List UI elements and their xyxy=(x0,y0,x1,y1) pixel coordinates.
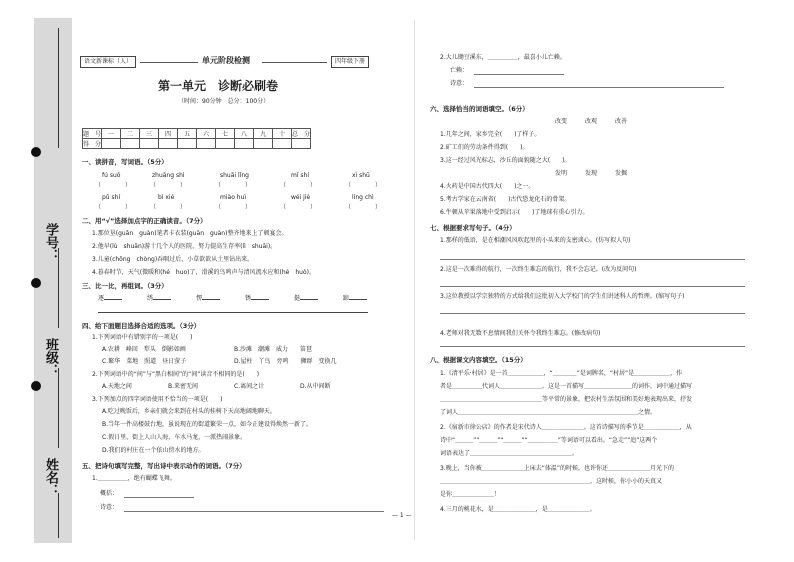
class-label: 班级： xyxy=(43,338,58,377)
question-item: 1.那样的低语，是在相潮风风吹起里的小头来的支密谈心。(仿写拟人句) xyxy=(440,237,631,244)
answer-blank[interactable]: （ ） xyxy=(95,204,132,211)
question-item: 2.这是一次难得的航行，一次终生难忘的航行，我不会忘记。(改为反问句) xyxy=(440,266,637,273)
divider xyxy=(140,62,198,63)
score-cell[interactable] xyxy=(140,139,159,149)
divider xyxy=(58,368,59,448)
pinyin-item: fú suǒ xyxy=(102,172,121,179)
table-cell: 六 xyxy=(197,129,216,139)
table-row xyxy=(83,129,311,139)
score-cell[interactable] xyxy=(159,139,178,149)
compare-char: 锈 xyxy=(245,295,269,303)
pinyin-item: bì xié xyxy=(158,194,175,201)
score-cell[interactable] xyxy=(292,139,311,149)
binder-hole-icon xyxy=(31,147,41,157)
pinyin-item: mǐ shí xyxy=(291,172,310,179)
field-label: 概括： xyxy=(100,490,119,497)
question-item: 5.考古学家在云南省( )古代恐龙化石的骨架。 xyxy=(440,196,571,203)
table-row xyxy=(83,139,311,149)
option[interactable]: B.来密无间 xyxy=(168,383,199,390)
compare-char: 挺 xyxy=(294,295,318,303)
answer-blank[interactable]: （ ） xyxy=(345,182,382,189)
score-cell[interactable] xyxy=(197,139,216,149)
answer-blank[interactable]: （ ） xyxy=(345,204,382,211)
divider xyxy=(58,248,59,328)
option[interactable]: C.假日里，街上人山人海，车水马龙，一派热闹景象。 xyxy=(102,434,247,441)
field-label: 诗意： xyxy=(100,504,119,511)
section-title: 三、比一比，再组词。（3分） xyxy=(82,282,168,290)
option[interactable]: D.我们的村庄在一个依山傍水的地方。 xyxy=(102,447,205,454)
answer-line[interactable] xyxy=(124,511,384,512)
binder-hole-icon xyxy=(31,278,41,288)
page-number: — 1 — xyxy=(392,512,412,519)
question-item: 2.他早(lù shuān)游十几个人的医院，努力提高生存率(lì shuāi)。 xyxy=(92,243,277,250)
question-item: 1.《清平乐·村居》是一首＿＿＿＿＿＿，“＿＿＿＿”是词牌名，“村居”是＿＿＿＿＿＿，作 xyxy=(440,370,683,377)
question-item: ＿＿＿＿＿＿＿＿＿＿＿＿＿＿＿＿＿等平常的景象，把农村生活氛围和美好地表现出来，抒发 xyxy=(440,396,693,403)
score-table xyxy=(82,128,311,149)
answer-blank[interactable]: （ ） xyxy=(280,204,317,211)
compare-char: 蹄 xyxy=(343,295,367,303)
score-cell[interactable] xyxy=(235,139,254,149)
answer-line[interactable] xyxy=(440,286,745,287)
section-title: 七、根据要求写句子。（4分） xyxy=(430,224,516,232)
word-option: 改善 xyxy=(615,118,628,125)
word-option: 改观 xyxy=(585,118,598,125)
compare-char: 绣 xyxy=(147,295,171,303)
table-cell: 八 xyxy=(235,129,254,139)
name-label: 姓名： xyxy=(43,458,58,497)
option[interactable]: B.沙滩 潮滩 威力 笛琶 xyxy=(234,346,313,353)
answer-blank[interactable]: （ ） xyxy=(150,204,187,211)
question-item: 2.《宿新市徐公店》的作者是宋代诗人＿＿＿＿＿＿＿。这首诗描写的季节是＿＿＿＿＿＿，从 xyxy=(440,424,692,431)
binder-hole-icon xyxy=(31,381,41,391)
question-item: 1.下列词语中有错别字的一项是( ) xyxy=(92,334,193,341)
word-option: 发明 xyxy=(555,170,568,177)
answer-line[interactable] xyxy=(440,346,745,347)
answer-blank[interactable]: （ ） xyxy=(95,182,132,189)
score-cell[interactable] xyxy=(178,139,197,149)
table-cell: 十 xyxy=(273,129,292,139)
table-cell: 五 xyxy=(178,129,197,139)
table-cell: 一 xyxy=(102,129,121,139)
question-item: 者是＿＿＿＿＿代词人＿＿＿＿＿＿＿。这是一首描写＿＿＿＿＿＿＿＿的词作，词中通过描写 xyxy=(440,383,693,390)
question-item: 4.火药是中国古代四大( )之一。 xyxy=(440,183,535,190)
section-title: 二、用“√”选择加点字的正确读音。（7分） xyxy=(82,217,207,225)
question-item: 6.牛顿从苹果落地中受到启示( )了地球有重心引力。 xyxy=(440,209,589,216)
question-item: 4.老师对我无数不息情间我们关怀令我终生难忘。(修改病句) xyxy=(440,330,601,337)
answer-blank[interactable]: （ ） xyxy=(215,182,252,189)
score-cell[interactable] xyxy=(216,139,235,149)
compare-char: 愣 xyxy=(196,295,220,303)
answer-line[interactable] xyxy=(474,87,724,88)
page-title: 第一单元 诊断必刷卷 xyxy=(158,79,279,93)
option[interactable]: C.离间之计 xyxy=(234,383,265,390)
table-cell: 得 分 xyxy=(83,139,102,149)
answer-blank[interactable]: （ ） xyxy=(215,204,252,211)
section-title: 六、选择恰当的词语填空。（6分） xyxy=(430,105,529,113)
pinyin-item: shuāi lǐng xyxy=(220,172,249,179)
divider xyxy=(58,28,59,148)
word-option: 发现 xyxy=(585,170,598,177)
table-cell: 题 号 xyxy=(83,129,102,139)
field-label: 诗意： xyxy=(450,80,469,87)
student-id-label: 学号： xyxy=(43,223,58,262)
option[interactable]: C.繁华 菜地 照道 昼日萤子 xyxy=(102,358,187,365)
answer-line[interactable] xyxy=(440,259,745,260)
question-item: 3.这一经过风光标志，沙丘的面貌随之大( )。 xyxy=(440,157,571,164)
question-item: 诗中“＿＿＿”“＿＿＿”“＿＿＿”“＿＿＿＿＿”等词语可以看出。“急走”“追”这两个 xyxy=(440,437,658,444)
pinyin-item: líng chì xyxy=(352,194,374,201)
question-item: 3.下列加点的四字词语使用不恰当的一项是( ) xyxy=(92,396,223,403)
question-item: 了词人＿＿＿＿＿＿＿＿＿＿＿＿＿＿＿＿＿＿＿＿＿＿＿＿＿＿＿＿＿＿之情。 xyxy=(440,409,657,416)
column-divider xyxy=(414,20,415,540)
answer-line[interactable] xyxy=(440,313,745,314)
table-cell: 七 xyxy=(216,129,235,139)
option[interactable]: A.天地之间 xyxy=(102,383,132,390)
pinyin-item: zhuāng shì xyxy=(152,172,185,179)
option[interactable]: B.当年一件高楼鼓台地，虽说现在的街道繁荣一点，如今正建设得焕然一新了。 xyxy=(102,421,313,428)
pinyin-item: miào huì xyxy=(220,194,247,201)
question-item: 2.下列词语中的“间”与“黑白相间”的“间”读音不相同的是( ) xyxy=(92,371,260,378)
compare-row[interactable] xyxy=(98,308,368,316)
table-cell: 四 xyxy=(159,129,178,139)
question-item: 2.大儿锄豆溪东，＿＿＿＿＿，最喜小儿亡赖。 xyxy=(440,54,566,61)
word-option: 改变 xyxy=(555,118,568,125)
divider xyxy=(58,493,59,538)
field-label: 亡赖： xyxy=(450,67,469,74)
pinyin-item: pǔ shí xyxy=(102,194,121,201)
question-item: 3.这位教授以学宗独特的方式给我们这批初入大学校门的学生们讲述科人的哲理。(缩写句子) xyxy=(440,293,685,300)
question-item: 3.晚上，当你被＿＿＿＿＿＿＿上床去“体温”的时候，也许你还＿＿＿＿＿＿＿月光下的 xyxy=(440,465,674,472)
pinyin-item: wéi jiè xyxy=(291,194,311,201)
score-cell[interactable] xyxy=(121,139,140,149)
section-title: 四、给下面题目选择合适的选项。（3分） xyxy=(82,322,201,330)
table-cell: 二 xyxy=(121,129,140,139)
table-cell: 九 xyxy=(254,129,273,139)
question-item: 4.暮春时节，天气(微暖和(hé huo)了，滑溪的鸟鸣声与清风流水应和(hé huò)。 xyxy=(92,269,315,276)
edition-label: 语文新课标（人） xyxy=(80,56,136,68)
answer-line[interactable] xyxy=(474,74,564,75)
grade-label: 四年级下册 xyxy=(331,56,369,68)
question-item: 1.几年之间，家乡完全( )了样子。 xyxy=(440,131,541,138)
section-title: 一、读拼音，写词语。（5分） xyxy=(82,158,168,166)
section-title: 五、把诗句填写完整，写出诗中表示动作的词语。（7分） xyxy=(82,462,246,470)
word-option: 发掘 xyxy=(615,170,628,177)
option[interactable]: D.从中间断 xyxy=(300,383,331,390)
option[interactable]: A.农耕 峰回 犁头 倒影如画 xyxy=(102,346,186,353)
option[interactable]: D.屋柱 丫鸟 旁鸣 狮群 变换几 xyxy=(234,358,337,365)
series-title: 单元阶段检测 xyxy=(202,56,250,65)
section-title: 八、根据课文内容填空。（15分） xyxy=(430,356,527,364)
pinyin-item: xì shū xyxy=(352,172,370,179)
question-item: 4.三月的桃花水，是＿＿＿＿＿＿＿，是＿＿＿＿＿＿＿。 xyxy=(440,506,596,513)
compare-char: 逐 xyxy=(98,295,122,303)
option[interactable]: A.吃过晚饭后，乡亲们就会来到在村头的桂树下天高地阔地聊天。 xyxy=(102,408,276,415)
question-item: 词语表达了＿＿＿＿＿＿＿＿＿＿＿＿＿＿＿＿＿。 xyxy=(440,450,579,457)
score-cell[interactable] xyxy=(273,139,292,149)
score-cell[interactable] xyxy=(254,139,273,149)
question-item: ＿＿＿＿＿＿＿＿＿＿＿＿＿＿＿＿＿＿＿＿＿＿＿＿＿，这时候，你小小的天真又 xyxy=(440,478,663,485)
question-item: 3.儿童(chōng chòng)吞咽过后，小草欲欲从土里钻出来。 xyxy=(92,256,254,263)
score-cell[interactable] xyxy=(102,139,121,149)
table-cell: 三 xyxy=(140,129,159,139)
table-cell: 总 分 xyxy=(292,129,311,139)
answer-blank[interactable]: （ ） xyxy=(150,182,187,189)
question-item: 2.矿工们的劳动条件得到( )。 xyxy=(440,144,529,151)
question-item: 1.那位垦(guān guàn)笔者卡衣装(guān guàn)整齐地来上了顿宴会。 xyxy=(92,230,288,237)
question-item: 是你＿＿＿＿＿＿＿！ xyxy=(440,491,501,498)
page-subtitle: （时间：90分钟 总分：100分） xyxy=(178,98,270,105)
question-item: 1.＿＿＿＿＿，绝有蝴蝶飞舞。 xyxy=(92,475,176,482)
answer-blank[interactable]: （ ） xyxy=(280,182,317,189)
answer-line[interactable] xyxy=(124,497,194,498)
divider xyxy=(262,62,327,63)
